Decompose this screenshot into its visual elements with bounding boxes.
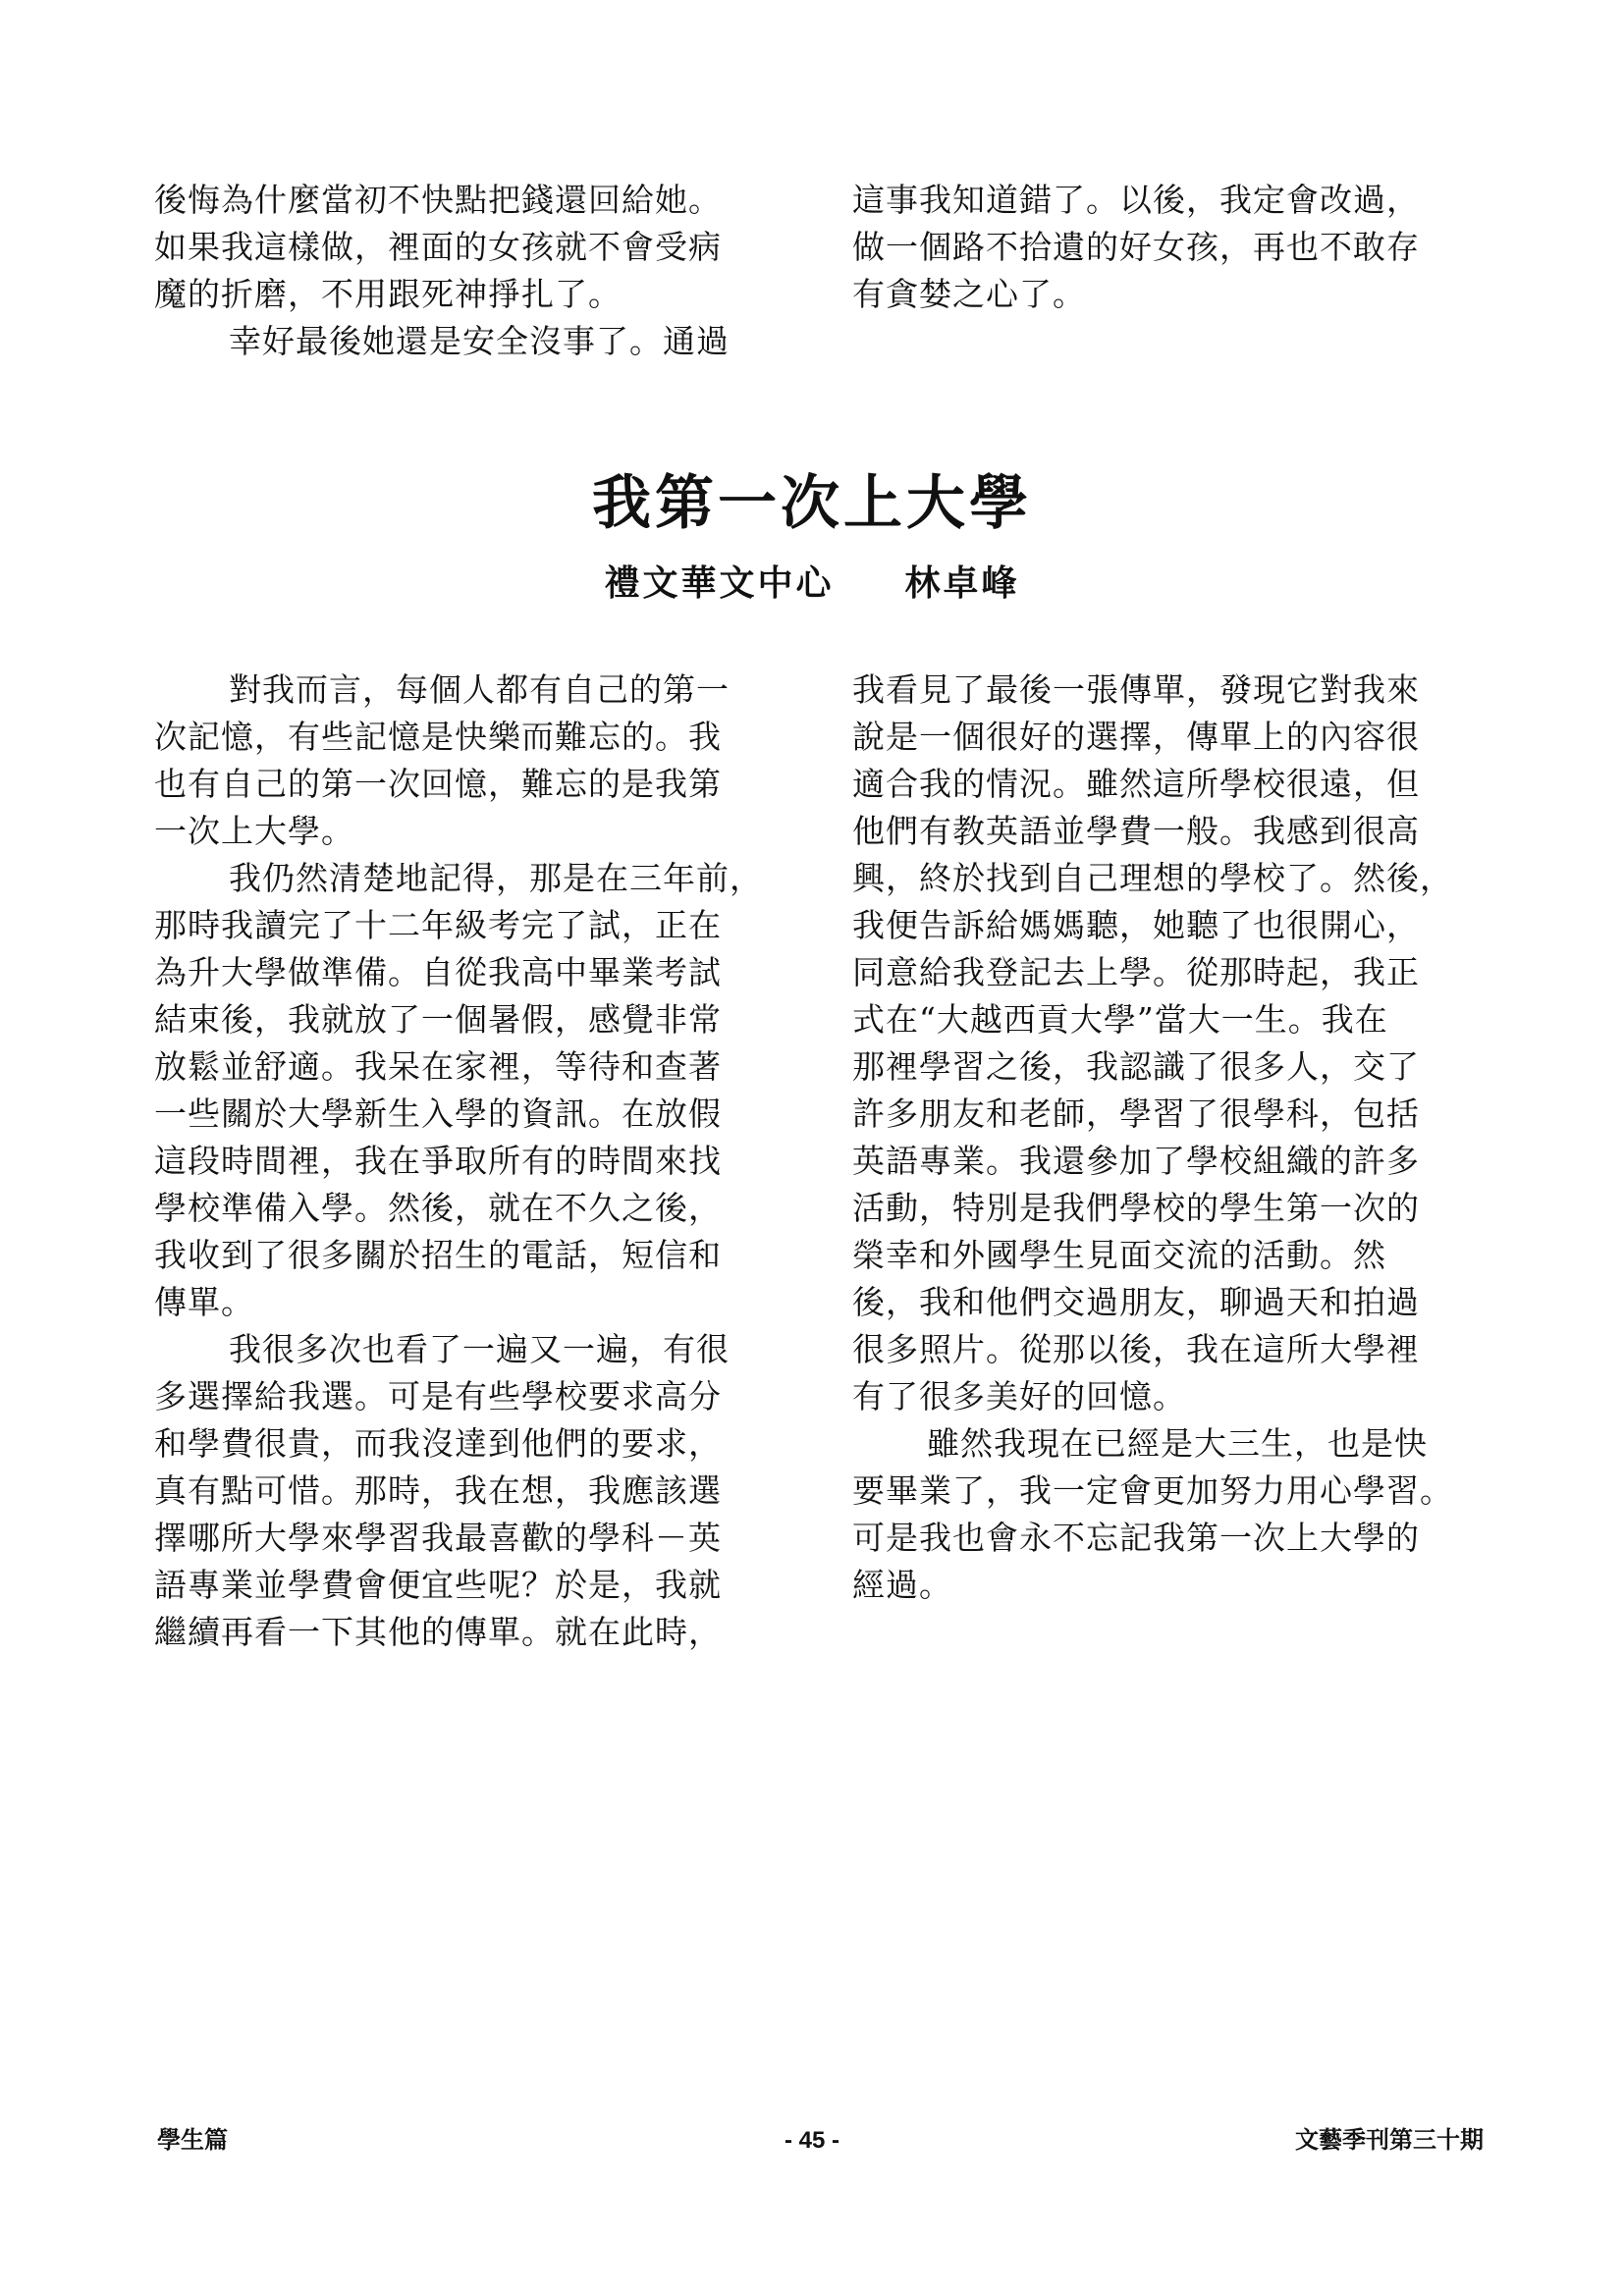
text-line: 適合我的情況。雖然這所學校很遠，但 (852, 765, 1420, 803)
text-line: 許多朋友和老師，學習了很學科，包括 (852, 1095, 1420, 1133)
footer-page-number: - 45 - (784, 2127, 839, 2154)
text-line: 魔的折磨，不用跟死神掙扎了。 (154, 275, 622, 313)
text-line: 興，終於找到自己理想的學校了。然後， (852, 859, 1453, 897)
text-line: 真有點可惜。那時，我在想，我應該選 (154, 1471, 722, 1510)
byline-author: 林卓峰 (904, 562, 1020, 604)
text-line: 為升大學做準備。自從我高中畢業考試 (154, 953, 722, 991)
previous-article-right-column (852, 177, 1483, 318)
article-right-column (852, 667, 1483, 1609)
text-line: 這段時間裡，我在爭取所有的時間來找 (154, 1142, 722, 1180)
text-line: 我仍然清楚地記得，那是在三年前， (229, 859, 763, 897)
text-line: 我收到了很多關於招生的電話，短信和 (154, 1236, 722, 1274)
text-line: 多選擇給我選。可是有些學校要求高分 (154, 1377, 722, 1415)
text-line: 如果我這樣做，裡面的女孩就不會受病 (154, 228, 722, 266)
text-line: 放鬆並舒適。我呆在家裡，等待和查著 (154, 1047, 722, 1086)
text-line: 學校準備入學。然後，就在不久之後， (154, 1189, 722, 1227)
text-line: 我看見了最後一張傳單，發現它對我來 (852, 670, 1420, 709)
text-line: 也有自己的第一次回憶，難忘的是我第 (154, 765, 722, 803)
text-line: 和學費很貴，而我沒達到他們的要求， (154, 1424, 722, 1463)
text-line: 次記憶，有些記憶是快樂而難忘的。我 (154, 718, 722, 756)
text-line: 活動，特別是我們學校的學生第一次的 (852, 1189, 1420, 1227)
text-line: 要畢業了，我一定會更加努力用心學習。 (852, 1471, 1453, 1510)
text-line: 說是一個很好的選擇，傳單上的內容很 (852, 718, 1420, 756)
text-line: 一些關於大學新生入學的資訊。在放假 (154, 1095, 722, 1133)
text-line: 他們有教英語並學費一般。我感到很高 (852, 812, 1420, 850)
text-line: 有貪婪之心了。 (852, 275, 1086, 313)
text-line: 有了很多美好的回憶。 (852, 1377, 1186, 1415)
text-line: 式在“大越西貢大學”當大一生。我在 (852, 1000, 1388, 1039)
text-line: 結束後，我就放了一個暑假，感覺非常 (154, 1000, 722, 1039)
text-line: 繼續再看一下其他的傳單。就在此時， (154, 1613, 722, 1651)
text-line: 我便告訴給媽媽聽，她聽了也很開心， (852, 906, 1420, 944)
article-left-column (154, 667, 785, 1656)
text-line: 擇哪所大學來學習我最喜歡的學科－英 (154, 1519, 722, 1557)
text-line: 可是我也會永不忘記我第一次上大學的 (852, 1519, 1420, 1557)
text-line: 很多照片。從那以後，我在這所大學裡 (852, 1330, 1420, 1368)
footer-section: 學生篇 (157, 2127, 228, 2154)
text-line: 英語專業。我還參加了學校組織的許多 (852, 1142, 1420, 1180)
text-line: 對我而言，每個人都有自己的第一 (229, 670, 730, 709)
text-line: 幸好最後她還是安全沒事了。通過 (229, 322, 730, 360)
text-line: 經過。 (852, 1566, 952, 1604)
previous-article-left-column (154, 177, 785, 365)
text-line: 我很多次也看了一遍又一遍，有很 (229, 1330, 730, 1368)
text-line: 這事我知道錯了。以後，我定會改過， (852, 181, 1420, 219)
byline-organization: 禮文華文中心 (604, 562, 835, 604)
text-line: 榮幸和外國學生見面交流的活動。然 (852, 1236, 1386, 1274)
text-line: 語專業並學費會便宜些呢？於是，我就 (154, 1566, 722, 1604)
text-line: 同意給我登記去上學。從那時起，我正 (852, 953, 1420, 991)
byline (0, 560, 1624, 607)
article-title: 我第一次上大學 (592, 469, 1032, 538)
footer-publication: 文藝季刊第三十期 (1295, 2127, 1484, 2154)
text-line: 傳單。 (154, 1283, 254, 1321)
text-line: 後，我和他們交過朋友，聊過天和拍過 (852, 1283, 1420, 1321)
text-line: 那裡學習之後，我認識了很多人，交了 (852, 1047, 1420, 1086)
text-line: 一次上大學。 (154, 812, 354, 850)
text-line: 做一個路不拾遺的好女孩，再也不敢存 (852, 228, 1420, 266)
text-line: 那時我讀完了十二年級考完了試，正在 (154, 906, 722, 944)
text-line: 雖然我現在已經是大三生，也是快 (927, 1424, 1428, 1463)
text-line: 後悔為什麼當初不快點把錢還回給她。 (154, 181, 722, 219)
